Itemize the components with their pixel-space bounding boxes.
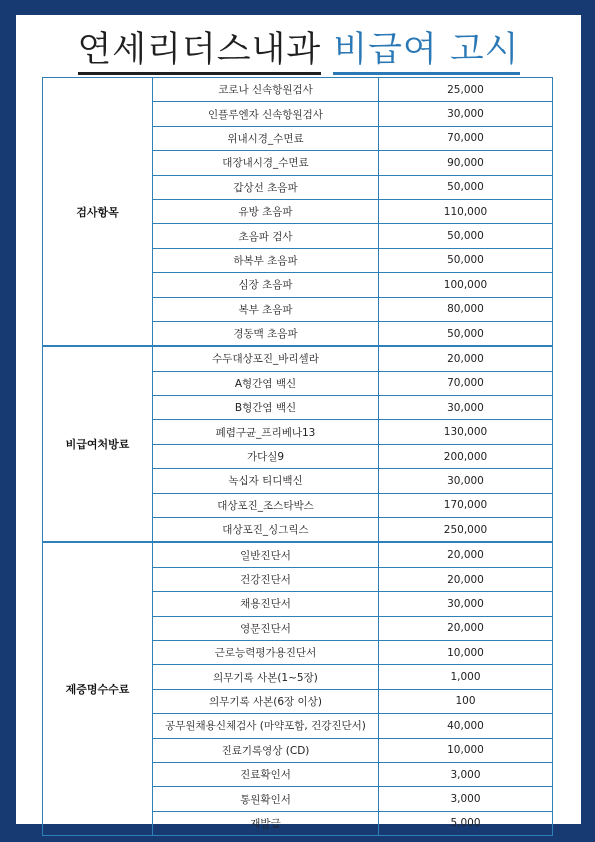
item-price-cell: 50,000 [379,175,553,199]
item-name-cell: 영문진단서 [153,616,379,640]
item-name-cell: 심장 초음파 [153,273,379,297]
item-name-cell: 코로나 신속항원검사 [153,78,379,102]
item-name-cell: 초음파 검사 [153,224,379,248]
item-price-cell: 110,000 [379,199,553,223]
item-price-cell: 30,000 [379,469,553,493]
item-price-cell: 3,000 [379,762,553,786]
category-cell: 검사항목 [43,78,153,347]
item-name-cell: 수두대상포진_바리셀라 [153,346,379,371]
item-name-cell: 대장내시경_수면료 [153,151,379,175]
item-price-cell: 20,000 [379,346,553,371]
item-name-cell: 공무원채용신체검사 (마약포함, 건강진단서) [153,714,379,738]
item-price-cell: 20,000 [379,542,553,567]
item-name-cell: 위내시경_수면료 [153,126,379,150]
item-name-cell: 대상포진_싱그릭스 [153,518,379,543]
item-name-cell: 가다실9 [153,444,379,468]
item-name-cell: A형간염 백신 [153,371,379,395]
item-name-cell: 건강진단서 [153,567,379,591]
item-name-cell: 대상포진_조스타박스 [153,493,379,517]
item-price-cell: 170,000 [379,493,553,517]
item-name-cell: 일반진단서 [153,542,379,567]
item-name-cell: 복부 초음파 [153,297,379,321]
item-name-cell: 근로능력평가용진단서 [153,640,379,664]
item-price-cell: 100,000 [379,273,553,297]
item-name-cell: 인플루엔자 신속항원검사 [153,102,379,126]
notice-heading: 비급여 고시 [333,30,519,75]
item-price-cell: 250,000 [379,518,553,543]
category-cell: 제증명수수료 [43,542,153,835]
page-title [16,29,581,71]
fee-table-body [43,78,553,836]
item-price-cell: 30,000 [379,592,553,616]
item-price-cell: 200,000 [379,444,553,468]
item-price-cell: 40,000 [379,714,553,738]
notice-page [16,15,581,830]
item-price-cell: 30,000 [379,396,553,420]
item-name-cell: 하복부 초음파 [153,248,379,272]
item-price-cell: 70,000 [379,126,553,150]
item-name-cell: 진료확인서 [153,762,379,786]
category-cell: 비급여처방료 [43,346,153,542]
item-name-cell: 의무기록 사본(1~5장) [153,665,379,689]
item-price-cell: 50,000 [379,321,553,346]
fee-table [42,77,553,836]
clinic-name: 연세리더스내과 [78,30,322,75]
item-price-cell: 10,000 [379,640,553,664]
item-name-cell: 경동맥 초음파 [153,321,379,346]
item-price-cell: 90,000 [379,151,553,175]
item-price-cell: 70,000 [379,371,553,395]
item-price-cell: 1,000 [379,665,553,689]
item-price-cell: 50,000 [379,224,553,248]
item-name-cell: 진료기록영상 (CD) [153,738,379,762]
fee-row [43,542,553,567]
item-price-cell: 5,000 [379,811,553,835]
item-price-cell: 20,000 [379,616,553,640]
item-name-cell: 갑상선 초음파 [153,175,379,199]
item-name-cell: 유방 초음파 [153,199,379,223]
item-name-cell: 녹십자 티디백신 [153,469,379,493]
item-price-cell: 100 [379,689,553,713]
item-name-cell: 폐렴구균_프리베나13 [153,420,379,444]
item-price-cell: 10,000 [379,738,553,762]
item-name-cell: 의무기록 사본(6장 이상) [153,689,379,713]
item-name-cell: 재발급 [153,811,379,835]
item-name-cell: B형간염 백신 [153,396,379,420]
item-price-cell: 25,000 [379,78,553,102]
fee-row [43,346,553,371]
item-price-cell: 20,000 [379,567,553,591]
item-price-cell: 130,000 [379,420,553,444]
item-price-cell: 80,000 [379,297,553,321]
item-price-cell: 30,000 [379,102,553,126]
item-name-cell: 채용진단서 [153,592,379,616]
item-price-cell: 50,000 [379,248,553,272]
item-name-cell: 통원확인서 [153,787,379,811]
item-price-cell: 3,000 [379,787,553,811]
fee-row [43,78,553,102]
